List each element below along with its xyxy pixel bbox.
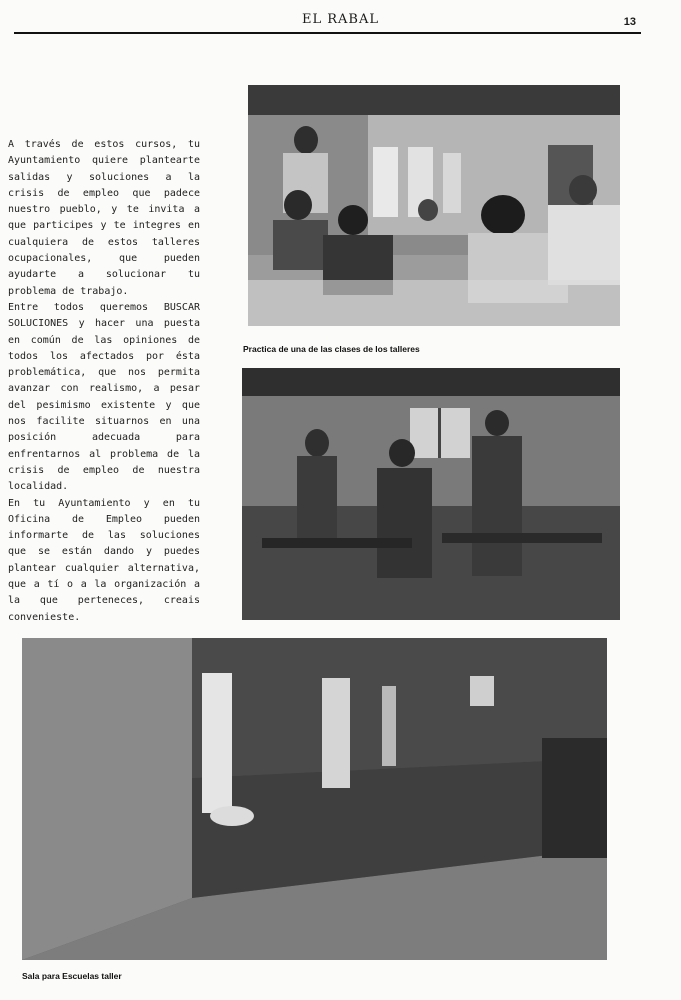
empty-room-photo-image (22, 638, 607, 960)
classroom-photo-caption: Practica de una de las clases de los talleres (243, 344, 420, 354)
article-paragraph-2: Entre todos queremos BUSCAR SOLUCIONES y hacer una puesta en común de las opiniones de todos los afectados por ésta problemática, que nos permita avanzar con realismo, a pesar del pesimismo existente y que nos facilite situarnos en una posición adecuada para enfrentarnos al problema de la crisis de empleo de nuestra localidad. (8, 301, 200, 493)
workshop-photo (242, 368, 620, 620)
header-title: EL RABAL (301, 12, 379, 27)
article-paragraph-1: A través de estos cursos, tu Ayuntamiento quiere plantearte salidas y soluciones a la crisis de empleo que padece nuestro pueblo, y te invita a que participes y te integres en cualquiera de estos talleres ocupacionales, que pueden ayudarte a solucionar tu problema de trabajo. (8, 139, 200, 297)
empty-room-photo-caption: Sala para Escuelas taller (22, 971, 122, 981)
classroom-photo (248, 85, 620, 326)
article-body (8, 137, 200, 626)
article-paragraph-3: En tu Ayuntamiento y en tu Oficina de Empleo pueden informarte de las soluciones que se están dando y puedes plantear cualquier alternativa, que a tí o a la organización a la que perteneces, creais convenieste. (8, 497, 200, 623)
header-rule (14, 32, 641, 34)
workshop-photo-image (242, 368, 620, 620)
classroom-photo-image (248, 85, 620, 326)
page-number: 13 (623, 16, 636, 28)
empty-room-photo (22, 638, 607, 960)
